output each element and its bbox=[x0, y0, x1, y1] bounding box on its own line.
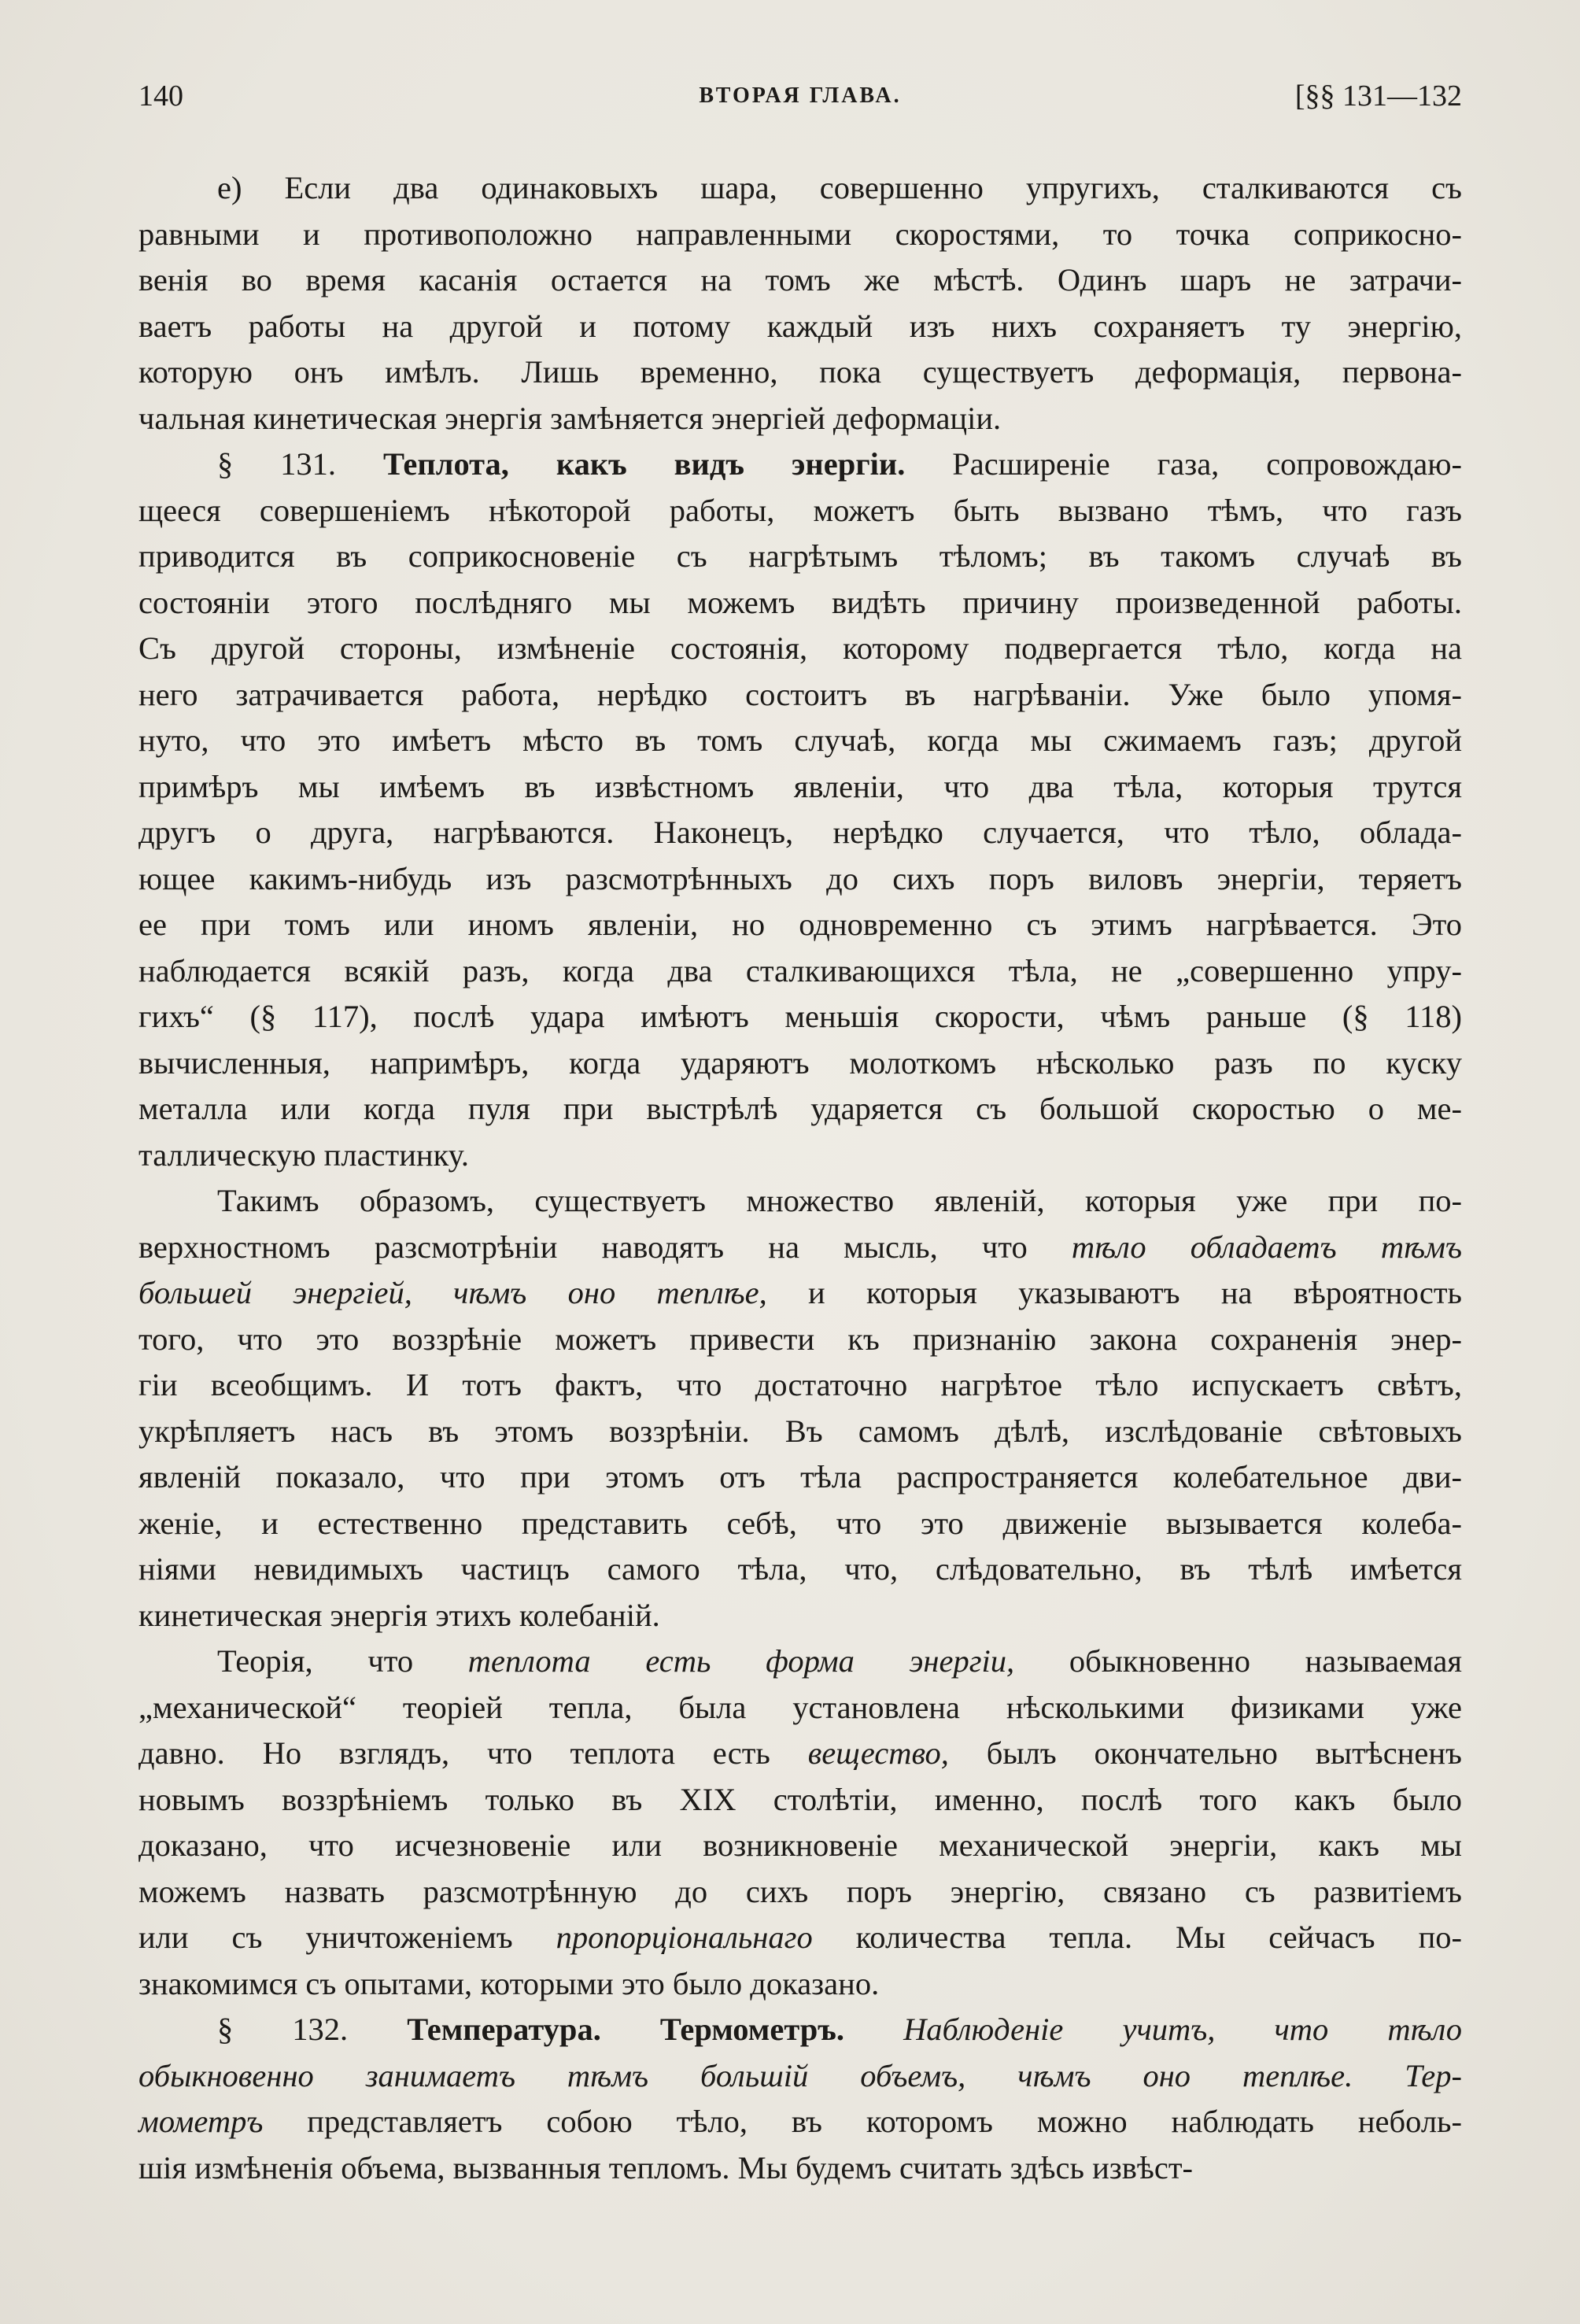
text-line bbox=[138, 1086, 1462, 1132]
section-heading: Теплота, какъ видъ энергіи. bbox=[382, 446, 906, 482]
text-line bbox=[138, 1225, 1462, 1271]
text-line bbox=[138, 1777, 1462, 1823]
text-line bbox=[138, 396, 1462, 442]
text-line bbox=[138, 1362, 1462, 1409]
text-line bbox=[138, 948, 1462, 995]
text-run: примѣръ мы имѣемъ въ извѣстномъ явленіи, что два тѣла, которыя трутся bbox=[138, 768, 1462, 804]
text-run: того, что это воззрѣніе можетъ привести къ признанію закона сохраненія энер- bbox=[138, 1321, 1462, 1357]
text-run: венія во время касанія остается на томъ же мѣстѣ. Одинъ шаръ не затрачи- bbox=[138, 262, 1462, 297]
text-line bbox=[138, 2099, 1462, 2145]
text-run: щееся совершеніемъ нѣкоторой работы, можетъ быть вызвано тѣмъ, что газъ bbox=[138, 492, 1462, 528]
text-line bbox=[138, 856, 1462, 903]
text-line bbox=[138, 994, 1462, 1040]
text-line bbox=[138, 626, 1462, 672]
text-run: укрѣпляетъ насъ въ этомъ воззрѣніи. Въ самомъ дѣлѣ, изслѣдованіе свѣтовыхъ bbox=[138, 1413, 1462, 1449]
text-line bbox=[138, 1409, 1462, 1455]
text-run: § 132. bbox=[217, 2012, 408, 2047]
text-run: обыкновенно называемая bbox=[1014, 1643, 1462, 1679]
text-run: и которыя указываютъ на вѣроятность bbox=[766, 1275, 1462, 1310]
text-line bbox=[138, 902, 1462, 948]
text-run: кинетическая энергія этихъ колебаній. bbox=[138, 1597, 660, 1633]
text-run: или съ уничтоженіемъ bbox=[138, 1919, 556, 1955]
italic-text: тѣло обладаетъ тѣмъ bbox=[1071, 1229, 1462, 1265]
text-line bbox=[138, 810, 1462, 856]
text-run: давно. Но взглядъ, что теплота есть bbox=[138, 1735, 808, 1771]
text-line bbox=[138, 1270, 1462, 1317]
italic-text: теплота есть форма энергіи, bbox=[467, 1643, 1015, 1679]
text-run: ющее какимъ-нибудь изъ разсмотрѣнныхъ до сихъ поръ виловъ энергіи, теряетъ bbox=[138, 860, 1462, 896]
text-run: § 131. bbox=[217, 446, 383, 482]
chapter-title: ВТОРАЯ ГЛАВА. bbox=[699, 83, 902, 108]
text-run: верхностномъ разсмотрѣніи наводятъ на мысль, что bbox=[138, 1229, 1072, 1265]
text-run: представляетъ собою тѣло, въ которомъ можно наблюдать неболь- bbox=[263, 2104, 1462, 2139]
paragraph bbox=[138, 2007, 1462, 2191]
text-run: гіи всеобщимъ. И тотъ фактъ, что достаточно нагрѣтое тѣло испускаетъ свѣтъ, bbox=[138, 1367, 1462, 1402]
text-run: нуто, что это имѣетъ мѣсто въ томъ случаѣ, когда мы сжимаемъ газъ; другой bbox=[138, 722, 1462, 758]
text-line bbox=[138, 1961, 1462, 2008]
text-run bbox=[844, 2012, 903, 2047]
running-head bbox=[138, 79, 1462, 126]
text-run: ніями невидимыхъ частицъ самого тѣла, что, слѣдовательно, въ тѣлѣ имѣется bbox=[138, 1551, 1462, 1587]
text-run: новымъ воззрѣніемъ только въ XIX столѣтіи, именно, послѣ того какъ было bbox=[138, 1781, 1462, 1817]
text-line bbox=[138, 2007, 1462, 2053]
paragraph bbox=[138, 165, 1462, 442]
text-run: знакомимся съ опытами, которыми это было доказано. bbox=[138, 1965, 880, 2001]
text-line bbox=[138, 1454, 1462, 1501]
text-run: былъ окончательно вытѣсненъ bbox=[948, 1735, 1462, 1771]
text-line bbox=[138, 1639, 1462, 1685]
text-line bbox=[138, 488, 1462, 534]
text-run: „механической“ теоріей тепла, была установлена нѣсколькими физиками уже bbox=[138, 1689, 1462, 1725]
text-run: e) Если два одинаковыхъ шара, совершенно упругихъ, сталкиваются съ bbox=[217, 170, 1462, 205]
text-run: женіе, и естественно представить себѣ, что это движеніе вызывается колеба- bbox=[138, 1505, 1462, 1541]
text-run: ваетъ работы на другой и потому каждый изъ нихъ сохраняетъ ту энергію, bbox=[138, 308, 1462, 344]
text-run: чальная кинетическая энергія замѣняется энергіей деформаціи. bbox=[138, 400, 1002, 436]
italic-text: пропорціональнаго bbox=[556, 1919, 813, 1955]
text-run: гихъ“ (§ 117), послѣ удара имѣютъ меньшія скорости, чѣмъ раньше (§ 118) bbox=[138, 999, 1462, 1034]
text-run: него затрачивается работа, нерѣдко состоитъ въ нагрѣваніи. Уже было упомя- bbox=[138, 676, 1462, 712]
text-run: ее при томъ или иномъ явленіи, но одновременно съ этимъ нагрѣвается. Это bbox=[138, 907, 1462, 942]
text-run: металла или когда пуля при выстрѣлѣ ударяется съ большой скоростью о ме- bbox=[138, 1091, 1462, 1126]
text-line bbox=[138, 764, 1462, 811]
text-line bbox=[138, 1546, 1462, 1593]
text-line bbox=[138, 1040, 1462, 1087]
text-line bbox=[138, 1869, 1462, 1916]
text-run: таллическую пластинку. bbox=[138, 1136, 469, 1173]
section-reference: [§§ 131—132 bbox=[1294, 79, 1462, 113]
italic-text: мометръ bbox=[138, 2104, 264, 2139]
text-line bbox=[138, 1317, 1462, 1363]
text-line bbox=[138, 165, 1462, 212]
text-run: доказано, что исчезновеніе или возникновеніе механической энергіи, какъ мы bbox=[138, 1827, 1462, 1863]
text-line bbox=[138, 1132, 1462, 1179]
page-number: 140 bbox=[138, 79, 183, 113]
text-line bbox=[138, 1823, 1462, 1869]
text-run: количества тепла. Мы сейчасъ по- bbox=[812, 1919, 1462, 1955]
paragraph bbox=[138, 1178, 1462, 1639]
text-run: равными и противоположно направленными скоростями, то точка соприкосно- bbox=[138, 216, 1462, 252]
text-line bbox=[138, 718, 1462, 764]
paragraph bbox=[138, 442, 1462, 1178]
text-run: другъ о друга, нагрѣваются. Наконецъ, нерѣдко случается, что тѣло, облада- bbox=[138, 815, 1462, 850]
text-run: шія измѣненія объема, вызванныя тепломъ. Мы будемъ считать здѣсь извѣст- bbox=[138, 2149, 1194, 2185]
text-line bbox=[138, 212, 1462, 258]
text-run: Расширеніе газа, сопровождаю- bbox=[905, 446, 1462, 482]
text-line bbox=[138, 580, 1462, 626]
text-line bbox=[138, 257, 1462, 304]
text-run: Такимъ образомъ, существуетъ множество явленій, которыя уже при по- bbox=[217, 1183, 1462, 1218]
text-run: которую онъ имѣлъ. Лишь временно, пока существуетъ деформація, первона- bbox=[138, 354, 1462, 390]
text-run: состояніи этого послѣдняго мы можемъ видѣть причину произведенной работы. bbox=[138, 584, 1462, 620]
text-line bbox=[138, 1178, 1462, 1225]
text-run: Теорія, что bbox=[217, 1643, 468, 1679]
text-line bbox=[138, 1915, 1462, 1961]
italic-text: вещество, bbox=[807, 1735, 949, 1771]
text-line bbox=[138, 2053, 1462, 2100]
body-text bbox=[138, 165, 1462, 2191]
text-run: можемъ назвать разсмотрѣнную до сихъ поръ энергію, связано съ развитіемъ bbox=[138, 1873, 1462, 1909]
text-run: приводится въ соприкосновеніе съ нагрѣтымъ тѣломъ; въ такомъ случаѣ въ bbox=[138, 538, 1462, 574]
text-line bbox=[138, 442, 1462, 488]
text-line bbox=[138, 1731, 1462, 1777]
paragraph bbox=[138, 1639, 1462, 2007]
text-run: вычисленныя, напримѣръ, когда ударяютъ молоткомъ нѣсколько разъ по куску bbox=[138, 1044, 1462, 1081]
italic-text: Наблюденіе учитъ, что тѣло bbox=[903, 2012, 1463, 2047]
text-run: Съ другой стороны, измѣненіе состоянія, которому подвергается тѣло, когда на bbox=[138, 630, 1462, 666]
text-line bbox=[138, 2145, 1462, 2192]
text-run: явленій показало, что при этомъ отъ тѣла распространяется колебательное дви- bbox=[138, 1459, 1462, 1495]
text-line bbox=[138, 304, 1462, 350]
italic-text: обыкновенно занимаетъ тѣмъ большій объемъ, чѣмъ оно теплѣе. Тер- bbox=[138, 2057, 1462, 2093]
text-line bbox=[138, 1685, 1462, 1731]
text-line bbox=[138, 1593, 1462, 1639]
text-line bbox=[138, 534, 1462, 580]
section-heading: Температура. Термометръ. bbox=[407, 2012, 844, 2047]
italic-text: большей энергіей, чѣмъ оно теплѣе, bbox=[138, 1275, 767, 1310]
text-line bbox=[138, 349, 1462, 396]
text-run: наблюдается всякій разъ, когда два сталкивающихся тѣла, не „совершенно упру- bbox=[138, 952, 1462, 988]
text-line bbox=[138, 1501, 1462, 1547]
text-line bbox=[138, 672, 1462, 719]
